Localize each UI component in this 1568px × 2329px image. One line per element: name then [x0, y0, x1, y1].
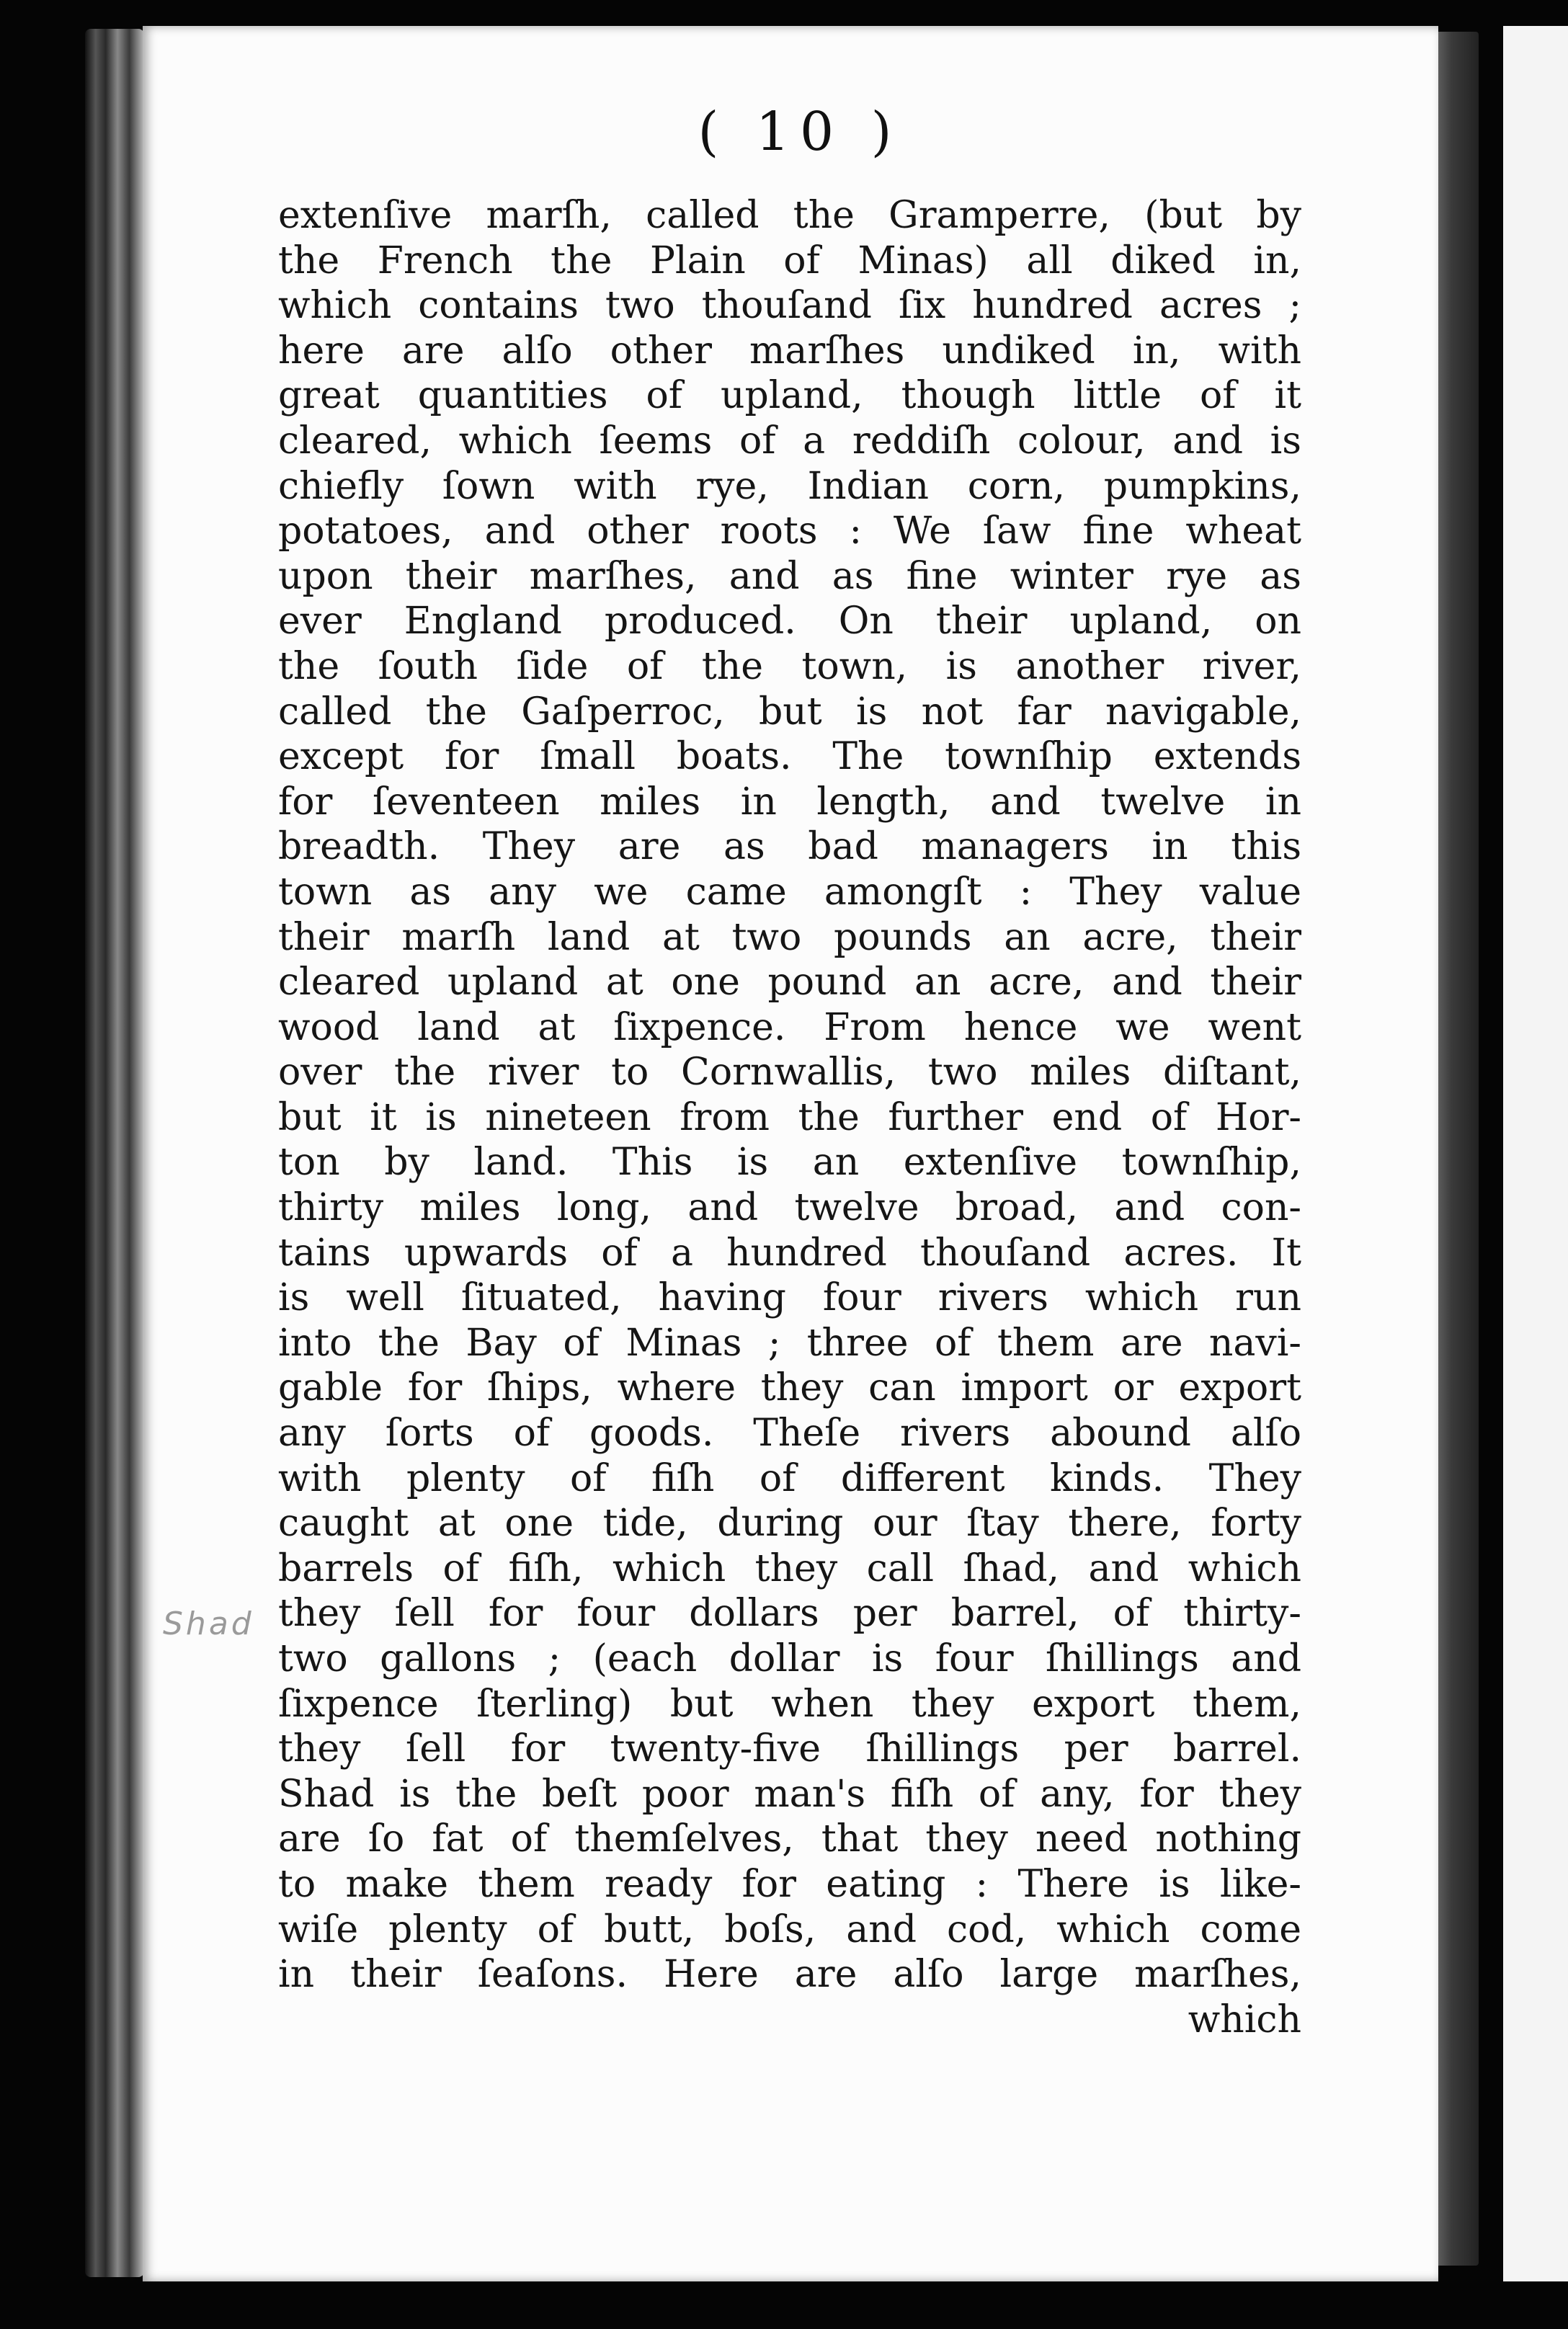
text-line: they ſell for four dollars per barrel, of thirty-: [278, 1592, 1301, 1636]
text-line: town as any we came amongſt : They value: [278, 870, 1301, 914]
text-line: upon their marſhes, and as fine winter rye as: [278, 554, 1301, 598]
text-line: any ſorts of goods. Theſe rivers abound alſo: [278, 1412, 1301, 1456]
text-line: with plenty of fiſh of different kinds. They: [278, 1456, 1301, 1500]
text-line: ſixpence ſterling) but when they export them,: [278, 1682, 1301, 1726]
body-text: [278, 193, 1301, 2042]
text-line: ton by land. This is an extenſive townſhip,: [278, 1141, 1301, 1185]
text-line: Shad is the beſt poor man's fiſh of any, for they: [278, 1772, 1301, 1816]
text-line: which contains two thouſand ſix hundred acres ;: [278, 284, 1301, 328]
text-line: is well ſituated, having four rivers which run: [278, 1276, 1301, 1320]
page-edge-left: [85, 29, 144, 2277]
page-edge-right: [1434, 32, 1479, 2266]
text-line: they ſell for twenty-five ſhillings per barrel.: [278, 1727, 1301, 1771]
text-line: two gallons ; (each dollar is four ſhillings and: [278, 1637, 1301, 1680]
page-number: ( 10 ): [698, 101, 902, 163]
text-line: gable for ſhips, where they can import or export: [278, 1366, 1301, 1410]
text-line: thirty miles long, and twelve broad, and con-: [278, 1186, 1301, 1230]
text-line: for ſeventeen miles in length, and twelve in: [278, 780, 1301, 824]
text-line: wood land at ſixpence. From hence we went: [278, 1005, 1301, 1049]
text-line: except for ſmall boats. The townſhip extends: [278, 735, 1301, 779]
text-line: breadth. They are as bad managers in this: [278, 825, 1301, 869]
text-line: in their ſeaſons. Here are alſo large marſhes,: [278, 1953, 1301, 1997]
text-line: barrels of fiſh, which they call ſhad, and which: [278, 1546, 1301, 1590]
text-line: caught at one tide, during our ſtay there, forty: [278, 1502, 1301, 1546]
text-line: cleared, which ſeems of a reddiſh colour, and is: [278, 419, 1301, 463]
text-line: their marſh land at two pounds an acre, their: [278, 915, 1301, 959]
adjacent-page-sliver: [1503, 26, 1568, 2281]
text-line: but it is nineteen from the further end of Hor-: [278, 1095, 1301, 1139]
text-line: which: [1188, 1998, 1301, 2041]
text-line: into the Bay of Minas ; three of them are navi-: [278, 1321, 1301, 1365]
text-line: the French the Plain of Minas) all diked in,: [278, 239, 1301, 282]
text-line: to make them ready for eating : There is like-: [278, 1862, 1301, 1906]
text-line: over the river to Cornwallis, two miles diſtant,: [278, 1051, 1301, 1095]
text-line: ever England produced. On their upland, on: [278, 600, 1301, 644]
text-line: here are alſo other marſhes undiked in, with: [278, 329, 1301, 373]
text-line: cleared upland at one pound an acre, and their: [278, 961, 1301, 1005]
text-line: wiſe plenty of butt, boſs, and cod, which come: [278, 1907, 1301, 1951]
text-line: are ſo fat of themſelves, that they need nothing: [278, 1817, 1301, 1861]
text-line: potatoes, and other roots : We ſaw fine wheat: [278, 509, 1301, 553]
handwritten-margin-note: Shad: [163, 1606, 254, 1642]
text-line: the ſouth ſide of the town, is another river,: [278, 644, 1301, 688]
text-line: great quantities of upland, though little of it: [278, 374, 1301, 418]
text-line: tains upwards of a hundred thouſand acres. It: [278, 1231, 1301, 1275]
text-line: chiefly ſown with rye, Indian corn, pumpkins,: [278, 464, 1301, 508]
text-line: extenſive marſh, called the Gramperre, (but by: [278, 194, 1301, 237]
text-line: called the Gaſperroc, but is not far navigable,: [278, 690, 1301, 734]
